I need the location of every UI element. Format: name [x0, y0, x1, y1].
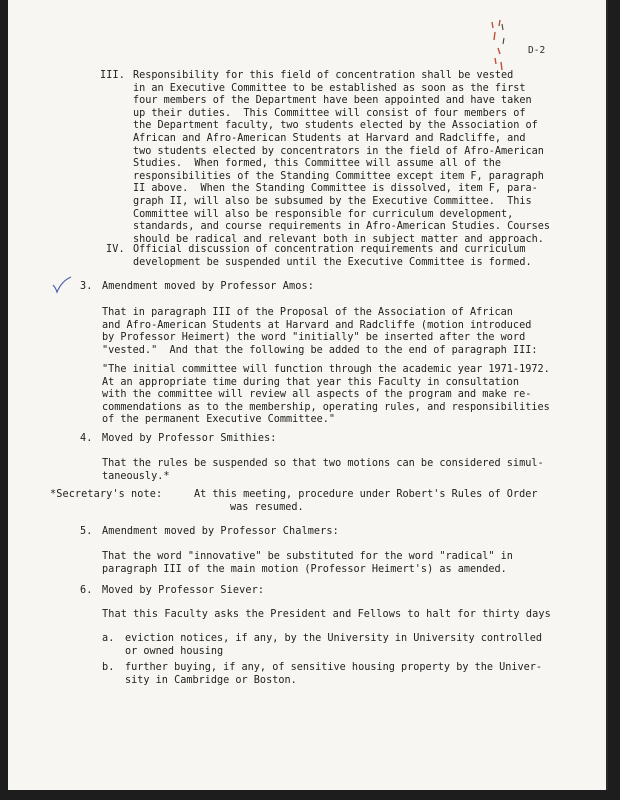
document-page [8, 0, 606, 790]
item-3-quote [102, 364, 550, 427]
section-iv-label: IV. [106, 244, 125, 255]
text-line: "The initial committee will function through the academic year 1971-1972. [102, 364, 550, 375]
section-iv-text [133, 244, 532, 269]
text-line: graph II, will also be subsumed by the Executive Committee. This [133, 195, 532, 207]
text-line: should be radical and relevant both in subject matter and approach. [133, 233, 544, 245]
text-line: of the permanent Executive Committee." [102, 414, 336, 426]
item-4-label: 4. [80, 433, 93, 444]
text-line: two students elected by concentrators in the field of Afro-American [133, 145, 544, 157]
text-line: sity in Cambridge or Boston. [125, 674, 297, 686]
item-3-text [102, 307, 537, 357]
item-4-text [102, 458, 544, 483]
checkmark-icon [52, 276, 72, 294]
text-line: in an Executive Committee to be established as soon as the first [133, 82, 526, 94]
text-line: Responsibility for this field of concentration shall be vested [133, 70, 514, 81]
text-line: That in paragraph III of the Proposal of the Association of African [102, 307, 513, 318]
text-line: taneously.* [102, 470, 170, 482]
item-6a-label: a. [102, 633, 115, 644]
page-number: D-2 [528, 45, 546, 56]
item-6-heading: Moved by Professor Siever: [102, 585, 265, 596]
item-3-label: 3. [80, 281, 93, 292]
item-6a-text [125, 633, 542, 658]
secretary-note-text [194, 489, 537, 514]
item-6-label: 6. [80, 585, 93, 596]
item-3-heading: Amendment moved by Professor Amos: [102, 281, 314, 292]
text-line: Official discussion of concentration requirements and curriculum [133, 244, 526, 255]
text-line: paragraph III of the main motion (Professor Heimert's) as amended. [102, 563, 507, 575]
text-line: with the committee will review all aspects of the program and make re- [102, 389, 532, 401]
text-line: up their duties. This Committee will consist of four members of [133, 107, 526, 119]
text-line: or owned housing [125, 645, 224, 657]
text-line: four members of the Department have been appointed and have taken [133, 95, 532, 107]
item-5-heading: Amendment moved by Professor Chalmers: [102, 526, 339, 537]
text-line: the Department faculty, two students elected by the Association of [133, 120, 538, 132]
text-line: Committee will also be responsible for curriculum development, [133, 208, 514, 220]
text-line: responsibilities of the Standing Committee except item F, paragraph [133, 170, 544, 182]
text-line: further buying, if any, of sensitive housing property by the Univer- [125, 662, 543, 673]
text-line: That the rules be suspended so that two motions can be considered simul- [102, 458, 544, 469]
text-line: development be suspended until the Executive Committee is formed. [133, 256, 532, 268]
text-line: eviction notices, if any, by the University in University controlled [125, 633, 543, 644]
item-6b-text [125, 662, 542, 687]
text-line: by Professor Heimert) the word "initially" be inserted after the word [102, 332, 526, 344]
item-5-label: 5. [80, 526, 93, 537]
text-line: At an appropriate time during that year this Faculty in consultation [102, 376, 520, 388]
text-line: was resumed. [230, 501, 304, 513]
section-iii-label: III. [100, 70, 125, 81]
text-line: and Afro-American Students at Harvard and Radcliffe (motion introduced [102, 319, 532, 331]
text-line: Studies. When formed, this Committee will assume all of the [133, 158, 502, 170]
text-line: commendations as to the membership, operating rules, and responsibilities [102, 401, 550, 413]
item-6-intro: That this Faculty asks the President and Fellows to halt for thirty days [102, 609, 551, 620]
text-line: "vested." And that the following be added to the end of paragraph III: [102, 344, 538, 356]
item-6b-label: b. [102, 662, 115, 673]
text-line: standards, and course requirements in Afro-American Studies. Courses [133, 221, 551, 233]
item-4-heading: Moved by Professor Smithies: [102, 433, 277, 444]
secretary-note-label: *Secretary's note: [50, 489, 163, 500]
text-line: That the word "innovative" be substituted for the word "radical" in [102, 551, 513, 562]
section-iii-text [133, 70, 550, 246]
text-line: African and Afro-American Students at Harvard and Radcliffe, and [133, 132, 526, 144]
item-5-text [102, 551, 513, 576]
text-line: II above. When the Standing Committee is dissolved, item F, para- [133, 183, 538, 195]
text-line: At this meeting, procedure under Robert's Rules of Order [194, 489, 538, 500]
